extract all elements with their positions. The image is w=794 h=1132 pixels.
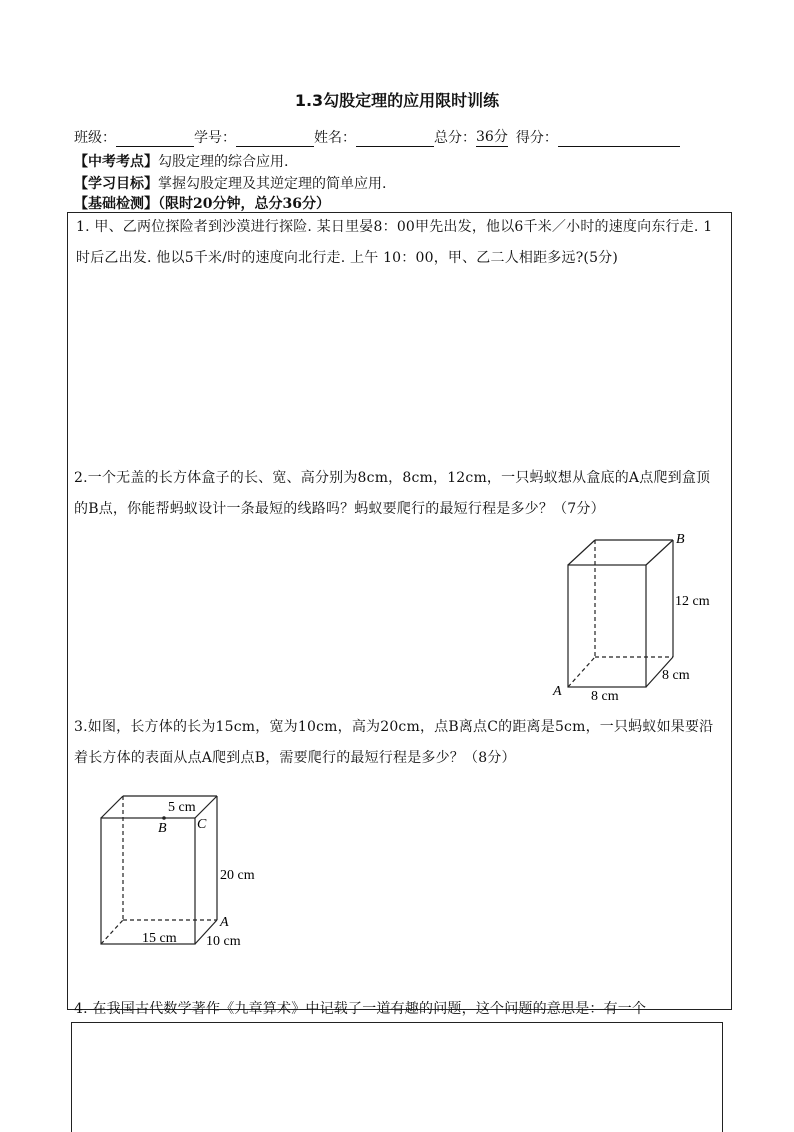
q3-height-label: 20 cm	[220, 868, 255, 883]
class-blank[interactable]	[116, 130, 194, 147]
name-label: 姓名：	[314, 130, 356, 146]
page-title: 1.3勾股定理的应用限时训练	[294, 91, 500, 110]
q2-width-label: 8 cm	[591, 689, 619, 704]
score-blank[interactable]	[558, 130, 680, 147]
name-blank[interactable]	[356, 130, 434, 147]
q3-label-c: C	[197, 817, 207, 832]
exam-point-line	[74, 151, 288, 171]
q3-label-b: B	[158, 821, 167, 836]
q2-height-label: 12 cm	[675, 594, 710, 609]
q2-depth-label: 8 cm	[662, 668, 690, 683]
question-4-text: 4. 在我国古代数学著作《九章算术》中记载了一道有趣的问题，这个问题的意思是：有一个	[74, 1001, 647, 1017]
class-label: 班级：	[74, 130, 116, 146]
goal-line	[74, 173, 386, 193]
q2-label-a: A	[553, 684, 562, 699]
question-1-text: 1. 甲、乙两位探险者到沙漠进行探险. 某日里晏8：00甲先出发，他以6千米／小时的速度向东行走. 1时后乙出发. 他以5千米/时的速度向北行走. 上午 10：00，甲、乙二人相距多远?(5分)	[76, 219, 713, 266]
q3-label-a: A	[220, 915, 229, 930]
q3-width-label: 10 cm	[206, 934, 241, 949]
question-3-text: 3.如图，长方体的长为15cm，宽为10cm，高为20cm，点B离点C的距离是5cm，一只蚂蚁如果要沿着长方体的表面从点A爬到点B，需要爬行的最短行程是多少？（8分）	[74, 719, 714, 766]
q3-top-label: 5 cm	[168, 800, 196, 815]
q3-point-b	[162, 816, 166, 820]
student-id-blank[interactable]	[236, 130, 314, 147]
q2-label-b: B	[676, 532, 685, 547]
basic-test-line	[74, 193, 330, 213]
total-label: 总分：	[434, 130, 476, 146]
student-id-label: 学号：	[194, 130, 236, 146]
basic-test-label: 【基础检测】	[74, 196, 158, 212]
goal-label: 【学习目标】	[74, 176, 158, 192]
cuboid-figure-q2	[545, 525, 735, 705]
student-info-line	[74, 126, 724, 147]
exam-point-text: 勾股定理的综合应用.	[158, 154, 289, 170]
cuboid-figure-q3	[90, 788, 275, 958]
question-2-text: 2.一个无盖的长方体盒子的长、宽、高分别为8cm，8cm，12cm，一只蚂蚁想从盒底的A点爬到盒顶的B点，你能帮蚂蚁设计一条最短的线路吗？蚂蚁要爬行的最短行程是多少？（7分）	[74, 470, 711, 517]
q3-length-label: 15 cm	[142, 931, 177, 946]
goal-text: 掌握勾股定理及其逆定理的简单应用.	[158, 176, 387, 192]
total-score-value: 36分	[476, 126, 508, 147]
exam-point-label: 【中考考点】	[74, 154, 158, 170]
question-4-box	[71, 1022, 723, 1132]
score-label: 得分：	[515, 130, 558, 146]
basic-test-text: （限时20分钟，总分36分）	[158, 196, 330, 212]
